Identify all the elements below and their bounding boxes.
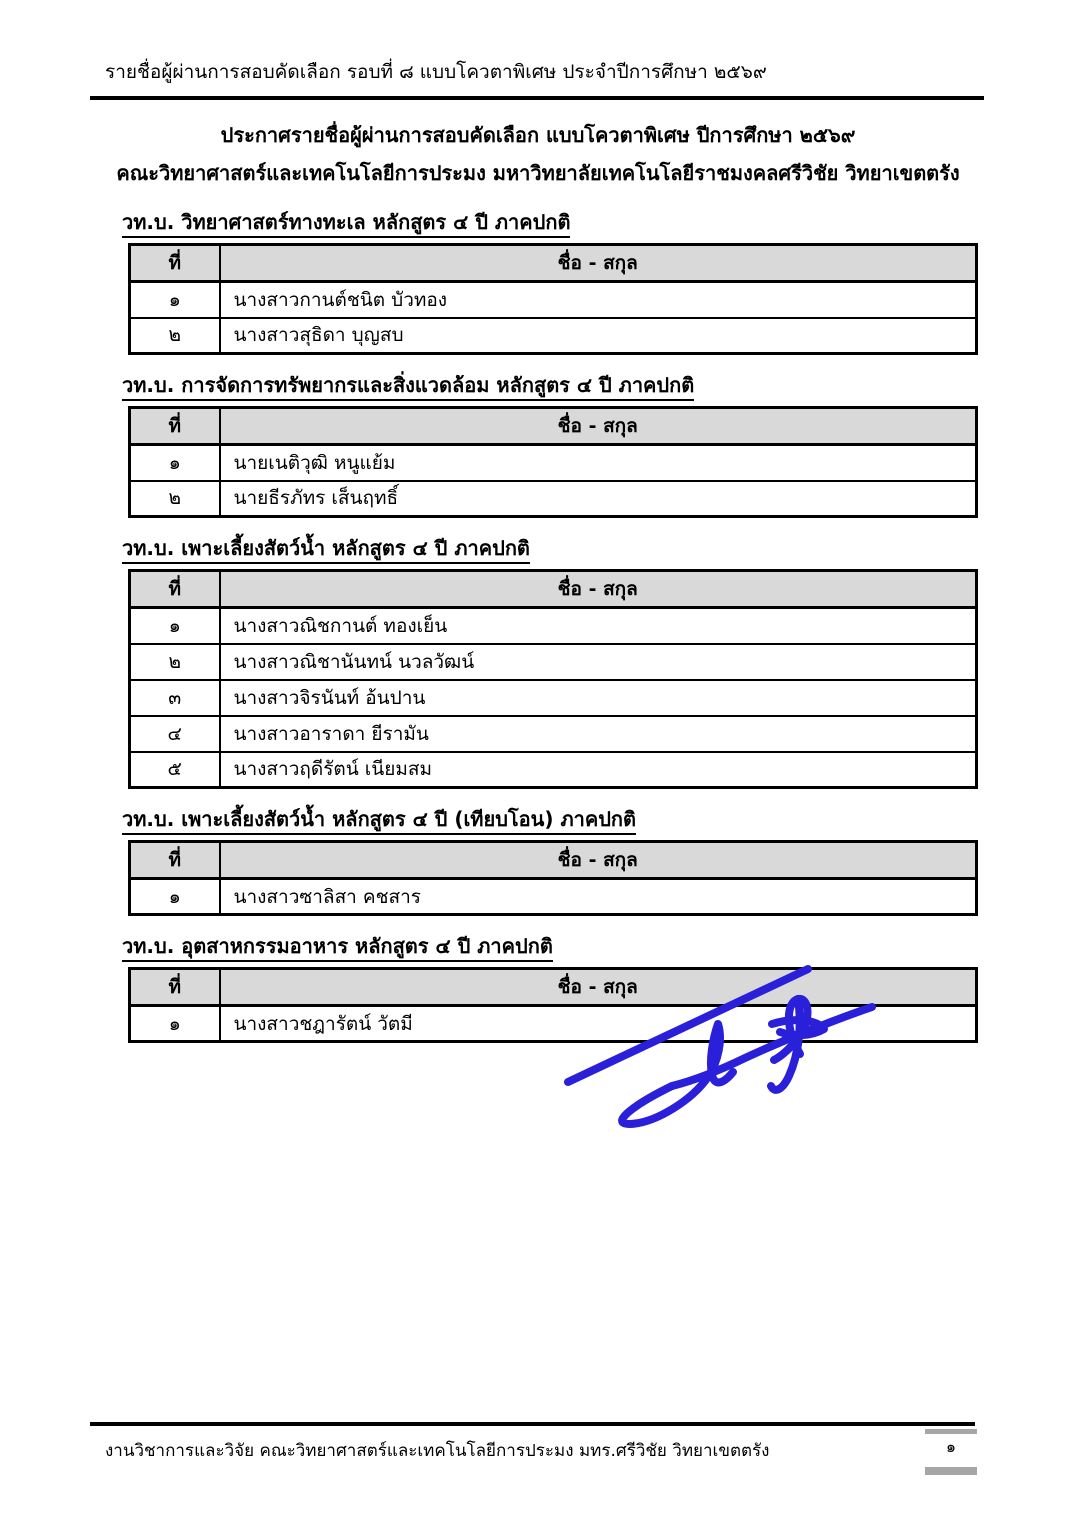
page-number: ๑ xyxy=(945,1437,957,1456)
title-line-1: ประกาศรายชื่อผู้ผ่านการสอบคัดเลือก แบบโควตาพิเศษ ปีการศึกษา ๒๕๖๙ xyxy=(220,123,856,147)
column-header-no: ที่ xyxy=(130,245,220,282)
candidate-name: นางสาวอาราดา ยีรามัน xyxy=(220,716,977,752)
candidate-name: นางสาวชฎารัตน์ วัตมี xyxy=(220,1006,977,1042)
row-number: ๑ xyxy=(130,445,220,481)
table-row xyxy=(130,680,977,716)
row-number: ๒ xyxy=(130,318,220,354)
candidate-name: นางสาวฤดีรัตน์ เนียมสม xyxy=(220,752,977,788)
sections-container xyxy=(0,209,1076,1043)
row-number: ๔ xyxy=(130,716,220,752)
table-row xyxy=(130,608,977,644)
program-section xyxy=(122,933,980,1043)
table-row xyxy=(130,879,977,915)
column-header-no: ที่ xyxy=(130,842,220,879)
table-row xyxy=(130,716,977,752)
row-number: ๒ xyxy=(130,644,220,680)
candidates-table xyxy=(128,243,978,355)
row-number: ๑ xyxy=(130,282,220,318)
section-heading: วท.บ. อุตสาหกรรมอาหาร หลักสูตร ๔ ปี ภาคปกติ xyxy=(122,933,553,962)
column-header-no: ที่ xyxy=(130,571,220,608)
table-row xyxy=(130,481,977,517)
row-number: ๕ xyxy=(130,752,220,788)
program-section xyxy=(122,535,980,789)
section-heading: วท.บ. วิทยาศาสตร์ทางทะเล หลักสูตร ๔ ปี ภาคปกติ xyxy=(122,209,570,238)
row-number: ๑ xyxy=(130,879,220,915)
candidate-name: นางสาวซาลิสา คชสาร xyxy=(220,879,977,915)
table-header-row xyxy=(130,571,977,608)
column-header-name: ชื่อ - สกุล xyxy=(220,571,977,608)
section-heading: วท.บ. เพาะเลี้ยงสัตว์น้ำ หลักสูตร ๔ ปี ภาคปกติ xyxy=(122,535,530,564)
header-rule xyxy=(90,96,984,100)
table-row xyxy=(130,752,977,788)
table-header-row xyxy=(130,842,977,879)
candidate-name: นางสาวสุธิดา บุญสบ xyxy=(220,318,977,354)
row-number: ๑ xyxy=(130,1006,220,1042)
candidate-name: นายเนติวุฒิ หนูแย้ม xyxy=(220,445,977,481)
column-header-name: ชื่อ - สกุล xyxy=(220,245,977,282)
candidate-name: นางสาวจิรนันท์ อ้นปาน xyxy=(220,680,977,716)
page-number-bar-bottom xyxy=(925,1467,977,1475)
section-heading: วท.บ. เพาะเลี้ยงสัตว์น้ำ หลักสูตร ๔ ปี (เทียบโอน) ภาคปกติ xyxy=(122,806,636,835)
table-row xyxy=(130,644,977,680)
program-section xyxy=(122,209,980,355)
table-header-row xyxy=(130,969,977,1006)
footer-rule xyxy=(90,1422,975,1426)
page-number-box xyxy=(925,1429,977,1475)
section-heading: วท.บ. การจัดการทรัพยากรและสิ่งแวดล้อม หลักสูตร ๔ ปี ภาคปกติ xyxy=(122,372,694,401)
footer-text: งานวิชาการและวิจัย คณะวิทยาศาสตร์และเทคโนโลยีการประมง มทร.ศรีวิชัย วิทยาเขตตรัง xyxy=(105,1441,770,1461)
running-header: รายชื่อผู้ผ่านการสอบคัดเลือก รอบที่ ๘ แบบโควตาพิเศษ ประจำปีการศึกษา ๒๕๖๙ xyxy=(105,61,767,83)
candidate-name: นางสาวณิชกานต์ ทองเย็น xyxy=(220,608,977,644)
candidates-table xyxy=(128,840,978,916)
row-number: ๒ xyxy=(130,481,220,517)
column-header-name: ชื่อ - สกุล xyxy=(220,842,977,879)
candidate-name: นางสาวกานต์ชนิต บัวทอง xyxy=(220,282,977,318)
row-number: ๑ xyxy=(130,608,220,644)
candidate-name: นายธีรภัทร เส็นฤทธิ์ xyxy=(220,481,977,517)
program-section xyxy=(122,806,980,916)
document-title xyxy=(0,116,1076,192)
column-header-no: ที่ xyxy=(130,969,220,1006)
table-row xyxy=(130,1006,977,1042)
table-row xyxy=(130,445,977,481)
table-row xyxy=(130,318,977,354)
column-header-name: ชื่อ - สกุล xyxy=(220,408,977,445)
table-row xyxy=(130,282,977,318)
candidates-table xyxy=(128,967,978,1043)
program-section xyxy=(122,372,980,518)
column-header-no: ที่ xyxy=(130,408,220,445)
column-header-name: ชื่อ - สกุล xyxy=(220,969,977,1006)
row-number: ๓ xyxy=(130,680,220,716)
candidates-table xyxy=(128,406,978,518)
candidate-name: นางสาวณิชานันทน์ นวลวัฒน์ xyxy=(220,644,977,680)
table-header-row xyxy=(130,245,977,282)
candidates-table xyxy=(128,569,978,789)
title-line-2: คณะวิทยาศาสตร์และเทคโนโลยีการประมง มหาวิทยาลัยเทคโนโลยีราชมงคลศรีวิชัย วิทยาเขตตรัง xyxy=(116,161,960,185)
table-header-row xyxy=(130,408,977,445)
